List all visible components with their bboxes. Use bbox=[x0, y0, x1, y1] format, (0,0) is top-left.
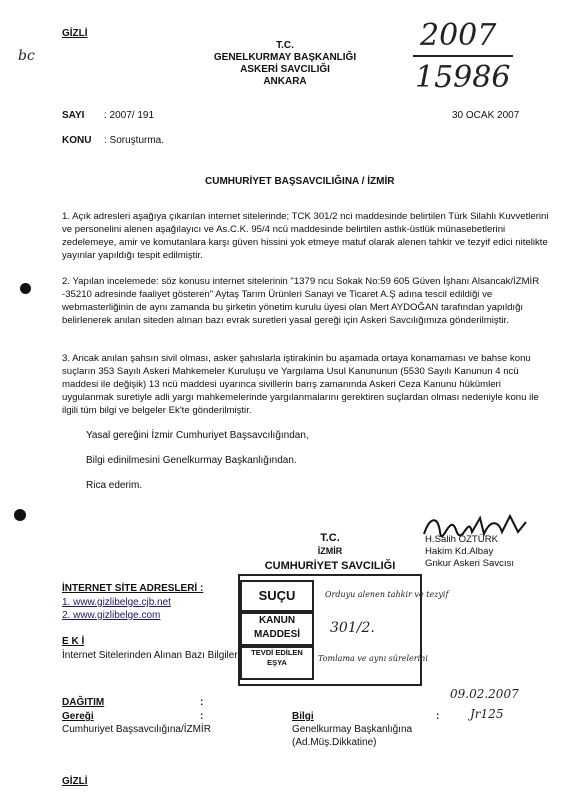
handwritten-date: 09.02.2007 bbox=[450, 687, 519, 701]
ek-heading: E K İ bbox=[62, 636, 85, 647]
punch-hole-top bbox=[20, 283, 31, 294]
punch-hole-bottom bbox=[14, 509, 26, 521]
letterhead-office: ASKERİ SAVCILIĞI bbox=[240, 64, 330, 75]
closing-line-3: Rica ederim. bbox=[86, 480, 143, 491]
stamp-suc-label: SUÇU bbox=[240, 580, 314, 612]
sayi-value: : 2007/ 191 bbox=[104, 110, 155, 121]
stamp-suc-value: Orduyu alenen tahkir ve tezyif bbox=[325, 590, 449, 599]
bilgi-value-1: Genelkurmay Başkanlığına bbox=[292, 724, 413, 735]
classification-top: GİZLİ bbox=[62, 28, 88, 39]
handwritten-initials: Jr125 bbox=[470, 707, 504, 721]
stamp-tevdi-value: Tomlama ve aynı sürelerini bbox=[318, 654, 428, 663]
paragraph-1: 1. Açık adresleri aşağıya çıkarılan internet sitelerinde; TCK 301/2 nci maddesinde belirtilen Türk Silahlı Kuvvetlerini ve personelini alenen aşağılayıcı ve As.C.K. 95/4 ncü maddesinde belirtilen astlık-üstlük münasebetlerini zedelemeye, amir ve komutanlara karşı güven hissini yok etmeye matuf olarak alenen tahkir ve tezyif edici nitelikte yayınlar yapıldığı tespit edilmiştir. bbox=[62, 211, 549, 261]
internet-heading: İNTERNET SİTE ADRESLERİ : bbox=[62, 583, 204, 594]
bilgi-colon: : bbox=[436, 711, 440, 722]
addressee: CUMHURİYET BAŞSAVCILIĞINA / İZMİR bbox=[205, 176, 395, 187]
konu-label: KONU bbox=[62, 135, 92, 146]
document-date: 30 OCAK 2007 bbox=[452, 110, 520, 121]
letterhead-city: ANKARA bbox=[263, 76, 307, 87]
sayi-label: SAYI bbox=[62, 110, 85, 121]
ek-item: İnternet Sitelerinden Alınan Bazı Bilgiler bbox=[62, 650, 238, 661]
geregi-colon: : bbox=[200, 711, 204, 722]
stamp-kanun-value: 301/2. bbox=[330, 620, 375, 636]
dagitim-colon: : bbox=[200, 697, 204, 708]
signer-name: H.Salih ÖZTÜRK bbox=[425, 534, 499, 545]
margin-note: bc bbox=[18, 48, 35, 64]
signer-rank: Hakim Kd.Albay bbox=[425, 546, 494, 557]
stamp-city: İZMİR bbox=[317, 546, 343, 556]
paragraph-2: 2. Yapılan incelemede: söz konusu internet sitelerinin "1379 ncu Sokak No:59 605 Güven İşhanı Alsancak/İZMİR -35210 adresinde faaliyet gösteren" Aytaş Tarım Ürünleri Sanayi ve Ticaret A.Ş adına tescil edildiği ve webmasterliğinin de aynı zamanda bu şirketin yönetim kurulu üyesi olan Mert AYDOĞAN tarafından yapıldığı belirlenerek anılan siteden alınan bazı evrak suretleri yasal gereği için Askeri Savcılığımıza gönderilmiştir. bbox=[62, 276, 540, 326]
bilgi-value-2: (Ad.Müş.Dikkatine) bbox=[292, 737, 377, 748]
konu-value: : Soruşturma. bbox=[104, 135, 165, 146]
classification-bottom: GİZLİ bbox=[62, 776, 88, 787]
geregi-value: Cumhuriyet Başsavcılığına/İZMİR bbox=[62, 724, 211, 735]
letterhead-tc: T.C. bbox=[276, 40, 294, 51]
handwritten-divider bbox=[413, 55, 513, 57]
closing-line-2: Bilgi edinilmesini Genelkurmay Başkanlığından. bbox=[86, 455, 297, 466]
handwritten-number: 15986 bbox=[415, 60, 511, 95]
handwritten-year: 2007 bbox=[420, 18, 497, 53]
stamp-kanun-label: KANUN MADDESİ bbox=[240, 612, 314, 646]
letterhead bbox=[190, 40, 380, 88]
geregi-label: Gereği bbox=[62, 711, 94, 722]
stamp-office: CUMHURİYET SAVCILIĞI bbox=[264, 560, 396, 572]
signer-title: Gnkur Askeri Savcısı bbox=[425, 558, 515, 569]
letterhead-org: GENELKURMAY BAŞKANLIĞI bbox=[213, 52, 357, 63]
paragraph-3: 3. Ancak anılan şahsın sivil olması, asker şahıslarla iştirakinin bu aşamada ortaya konamaması ve bahse konu suçların 353 Sayılı Askeri Mahkemeler Kuruluşu ve Yargılama Usul Kanununun (5530 Sayılı Kanunun 4 ncü maddesi ile değişik) 13 ncü maddesi uyarınca sivillerin barış zamanında Askeri Ceza Kanunu hükümleri uygulanmak suretiyle adli yargı mahkemelerinde yargılanmalarını gerektiren suçlardan olması nedeniyle konu ile ilgili tüm bilgi ve belgeler Ek'te gönderilmiştir. bbox=[62, 353, 539, 416]
bilgi-label: Bilgi bbox=[292, 711, 314, 722]
stamp-tevdi-label: TEVDİ EDİLEN EŞYA bbox=[240, 646, 314, 680]
dagitim-heading: DAĞITIM bbox=[62, 697, 105, 708]
closing-line-1: Yasal gereğini İzmir Cumhuriyet Başsavcılığından, bbox=[86, 430, 309, 441]
stamp-tc: T.C. bbox=[320, 532, 340, 544]
signature-block bbox=[425, 534, 514, 570]
internet-link-1[interactable]: 1. www.gizlibelge.cjb.net bbox=[62, 597, 171, 608]
internet-link-2[interactable]: 2. www.gizlibelge.com bbox=[62, 610, 161, 621]
